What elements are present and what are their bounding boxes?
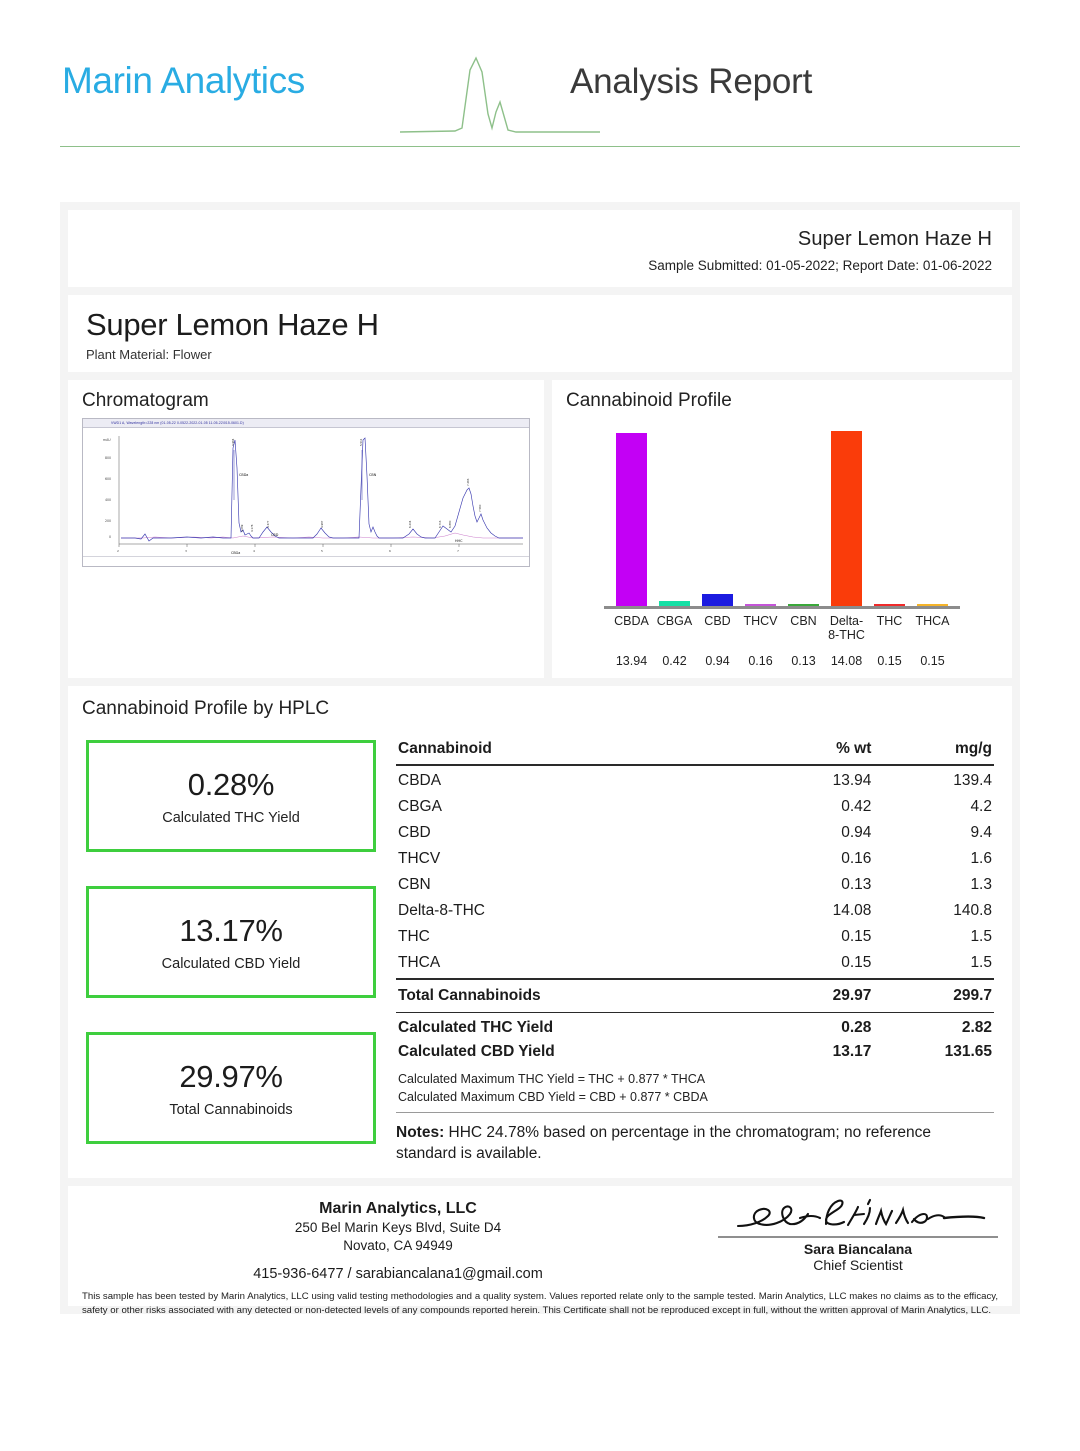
- lab-contact: 415-936-6477 / sarabiancalana1@gmail.com: [253, 1266, 543, 1283]
- svg-text:3.964: 3.964: [232, 438, 235, 446]
- kpi-card-3: [86, 1032, 376, 1144]
- bar-slot: [868, 418, 911, 606]
- cbd-yield-formula: Calculated Maximum CBD Yield = CBD + 0.877 * CBDA: [398, 1090, 708, 1105]
- signature-line: [718, 1236, 998, 1238]
- svg-text:CBN: CBN: [369, 473, 377, 477]
- bar-label: THC: [876, 614, 903, 628]
- svg-text:mAU: mAU: [103, 438, 111, 442]
- svg-text:6.880: 6.880: [449, 520, 452, 528]
- hplc-body: [68, 730, 1012, 1164]
- kpi-card-1: [86, 740, 376, 852]
- bar-value: 0.15: [920, 654, 945, 668]
- bar-thca: [917, 604, 947, 607]
- kpi-caption: Total Cannabinoids: [169, 1101, 293, 1118]
- svg-text:200: 200: [105, 519, 112, 523]
- sample-name: Super Lemon Haze H: [797, 228, 992, 250]
- svg-text:4.089: 4.089: [241, 524, 244, 532]
- bar-label: Delta- 8-THC: [828, 614, 865, 642]
- bar-label: THCV: [743, 614, 778, 628]
- bar-cbd: [702, 594, 732, 606]
- bar-chart: [552, 418, 1012, 678]
- sample-dates: Sample Submitted: 01-05-2022; Report Date: 01-06-2022: [648, 258, 992, 273]
- bar-slot: [782, 418, 825, 606]
- chromatogram-footer-strip: [83, 556, 529, 566]
- thc-yield-formula: Calculated Maximum THC Yield = THC + 0.877 * THCA: [398, 1072, 706, 1086]
- bar-chart-bars: [568, 418, 996, 606]
- svg-text:3: 3: [185, 549, 187, 553]
- cell-name: THCA: [396, 950, 773, 979]
- notes-text: HHC 24.78% based on percentage in the chromatogram; no reference standard is available.: [396, 1124, 932, 1162]
- cell-name: CBDA: [398, 772, 442, 789]
- bar-value: 13.94: [615, 654, 648, 668]
- lab-address-line1: 250 Bel Marin Keys Blvd, Suite D4: [294, 1220, 502, 1236]
- disclaimer-text: This sample has been tested by Marin Analytics, LLC using valid testing methodologies and a quality system. Values reported relate only to the sample tested. Marin Analytics, LLC makes no claims as to the efficacy, safety or other risks associated with any detected or non-detected levels of any compounds reported herein. This Certificate shall not be reproduced except in full, without the written approval of Marin Analytics, LLC.: [82, 1291, 998, 1316]
- chromatogram-panel: [68, 380, 544, 678]
- svg-text:2: 2: [117, 549, 119, 553]
- bar-value: 0.15: [877, 654, 902, 668]
- cell-value: 1.5: [873, 950, 994, 979]
- bar-label: CBGA: [656, 614, 693, 628]
- bar-value: 0.94: [705, 654, 730, 668]
- svg-text:800: 800: [105, 456, 112, 460]
- cell-value: 0.16: [841, 850, 872, 867]
- table-row: [396, 765, 994, 794]
- kpi-card-2: [86, 886, 376, 998]
- svg-text:4.176: 4.176: [251, 524, 254, 532]
- cell-value: 1.3: [970, 876, 992, 893]
- kpi-caption: Calculated CBD Yield: [161, 955, 301, 972]
- sample-title-block: [68, 295, 1012, 372]
- svg-text:7: 7: [457, 549, 459, 553]
- bar-slot: [653, 418, 696, 606]
- cell-value: 299.7: [873, 979, 994, 1013]
- svg-text:CBD: CBD: [271, 533, 279, 537]
- bar-label: CBD: [704, 614, 731, 628]
- svg-text:0: 0: [109, 535, 112, 539]
- cell-value: 29.97: [773, 979, 873, 1013]
- report-card: [60, 202, 1020, 1314]
- svg-text:4.377: 4.377: [267, 520, 270, 528]
- bar-label: CBDA: [614, 614, 649, 628]
- cell-name: CBGA: [398, 798, 442, 815]
- kpi-value: 13.17%: [179, 912, 283, 948]
- table-row: [396, 820, 994, 846]
- lab-contact-info: [198, 1198, 598, 1284]
- cannabinoid-profile-panel: [552, 380, 1012, 678]
- cell-name: Total Cannabinoids: [396, 979, 773, 1013]
- table-row: [396, 1013, 994, 1041]
- cell-name: Delta-8-THC: [398, 902, 485, 919]
- cell-value: 4.2: [970, 798, 992, 815]
- plant-material-label: Plant Material: Flower: [86, 347, 212, 362]
- cell-value: 0.94: [841, 824, 872, 841]
- cell-value: 1.5: [970, 928, 992, 945]
- lab-address-line2: Novato, CA 94949: [343, 1238, 453, 1254]
- table-row: [396, 872, 994, 898]
- bar-chart-category-labels: [568, 614, 996, 642]
- report-footer: [68, 1186, 1012, 1316]
- svg-text:5.511: 5.511: [360, 438, 363, 446]
- header-divider: [60, 146, 1020, 147]
- results-area: [396, 730, 994, 1164]
- yield-formulas: [396, 1064, 994, 1113]
- bar-chart-axis: [604, 606, 960, 609]
- bar-slot: [911, 418, 954, 606]
- svg-text:6.713: 6.713: [439, 520, 442, 528]
- cell-value: 0.15: [841, 928, 872, 945]
- hplc-heading: Cannabinoid Profile by HPLC: [82, 698, 330, 719]
- cell-value: 14.08: [832, 902, 872, 919]
- cell-name: CBN: [398, 876, 431, 893]
- col-percent-wt: % wt: [773, 736, 873, 765]
- report-header: [60, 52, 1020, 147]
- svg-text:6: 6: [389, 549, 391, 553]
- cell-value: 140.8: [953, 902, 992, 919]
- table-row: [396, 1040, 994, 1064]
- cell-value: 2.82: [961, 1019, 992, 1036]
- bar-label: THCA: [915, 614, 950, 628]
- signer-name: Sara Biancalana: [803, 1241, 913, 1258]
- svg-text:400: 400: [105, 498, 112, 502]
- notes-block: [396, 1113, 994, 1164]
- cell-value: 131.65: [944, 1043, 992, 1060]
- cell-value: 0.28: [841, 1019, 872, 1036]
- bar-delta-8-thc: [831, 431, 861, 606]
- cell-name: THC: [398, 928, 430, 945]
- bar-cbda: [616, 433, 646, 606]
- signature-icon: [728, 1192, 988, 1238]
- cell-name: THCV: [398, 850, 441, 867]
- kpi-value: 0.28%: [187, 766, 275, 802]
- bar-value: 0.42: [662, 654, 687, 668]
- svg-text:HHC: HHC: [455, 539, 463, 543]
- table-row: [396, 950, 994, 979]
- lab-name: Marin Analytics, LLC: [319, 1200, 477, 1218]
- chromatogram-heading: Chromatogram: [82, 390, 209, 411]
- table-row: [396, 979, 994, 1013]
- bar-cbn: [788, 604, 818, 607]
- kpi-cards: [86, 730, 376, 1164]
- bar-value: 14.08: [830, 654, 863, 668]
- table-row: [396, 794, 994, 820]
- bar-value: 0.13: [791, 654, 816, 668]
- svg-text:CBGa: CBGa: [231, 551, 241, 555]
- bar-thcv: [745, 604, 775, 607]
- sample-title: Super Lemon Haze H: [86, 307, 379, 342]
- bar-slot: [696, 418, 739, 606]
- svg-text:6.204: 6.204: [409, 520, 412, 528]
- cell-name: Calculated CBD Yield: [398, 1043, 555, 1060]
- cell-value: 0.15: [773, 950, 873, 979]
- chromatogram-trace: [83, 428, 529, 556]
- analysis-report-page: [0, 52, 1080, 1451]
- cell-name: CBD: [398, 824, 431, 841]
- bar-slot: [739, 418, 782, 606]
- svg-text:600: 600: [105, 477, 112, 481]
- svg-text:7.263: 7.263: [467, 478, 470, 486]
- table-header-row: [396, 736, 994, 765]
- cell-value: 13.17: [832, 1043, 872, 1060]
- bar-chart-value-labels: [568, 654, 996, 668]
- charts-row: [68, 380, 1012, 678]
- bar-slot: [610, 418, 653, 606]
- cell-value: 0.42: [841, 798, 872, 815]
- hplc-section: [68, 686, 1012, 1178]
- cell-name: Calculated THC Yield: [398, 1019, 554, 1036]
- svg-text:CBDa: CBDa: [239, 473, 249, 477]
- col-cannabinoid: Cannabinoid: [396, 736, 773, 765]
- bar-label: CBN: [790, 614, 817, 628]
- svg-text:4: 4: [253, 549, 255, 553]
- svg-text:4.987: 4.987: [321, 520, 324, 528]
- cell-value: 1.6: [970, 850, 992, 867]
- bar-value: 0.16: [748, 654, 773, 668]
- signer-role: Chief Scientist: [813, 1257, 903, 1274]
- bar-slot: [825, 418, 868, 606]
- notes-label: Notes:: [396, 1124, 445, 1142]
- results-table: [396, 736, 994, 1064]
- bar-cbga: [659, 601, 689, 606]
- table-row: [396, 898, 994, 924]
- svg-text:7.560: 7.560: [479, 504, 482, 512]
- sample-summary-strip: [68, 210, 1012, 287]
- table-row: [396, 846, 994, 872]
- cannabinoid-profile-heading: Cannabinoid Profile: [566, 390, 732, 411]
- cell-value: 139.4: [953, 772, 992, 789]
- cell-value: 0.13: [841, 876, 872, 893]
- kpi-caption: Calculated THC Yield: [162, 809, 300, 826]
- cell-value: 9.4: [970, 824, 992, 841]
- bar-thc: [874, 604, 904, 607]
- chromatogram-titlebar: VWD1 A, Wavelength=228 nm (01-05-22 0-0522-2022-01-05 11-05-22\015-0601.D): [83, 419, 529, 428]
- signature-block: [718, 1192, 998, 1273]
- chromatogram-image: [82, 418, 530, 567]
- cell-value: 13.94: [832, 772, 872, 789]
- page-title: Analysis Report: [570, 62, 813, 101]
- brand-logo-text: Marin Analytics: [62, 60, 305, 101]
- table-row: [396, 924, 994, 950]
- svg-text:5: 5: [321, 549, 323, 553]
- col-mg-per-g: mg/g: [873, 736, 994, 765]
- kpi-value: 29.97%: [179, 1058, 283, 1094]
- chromatogram-image-wrap: [68, 418, 544, 583]
